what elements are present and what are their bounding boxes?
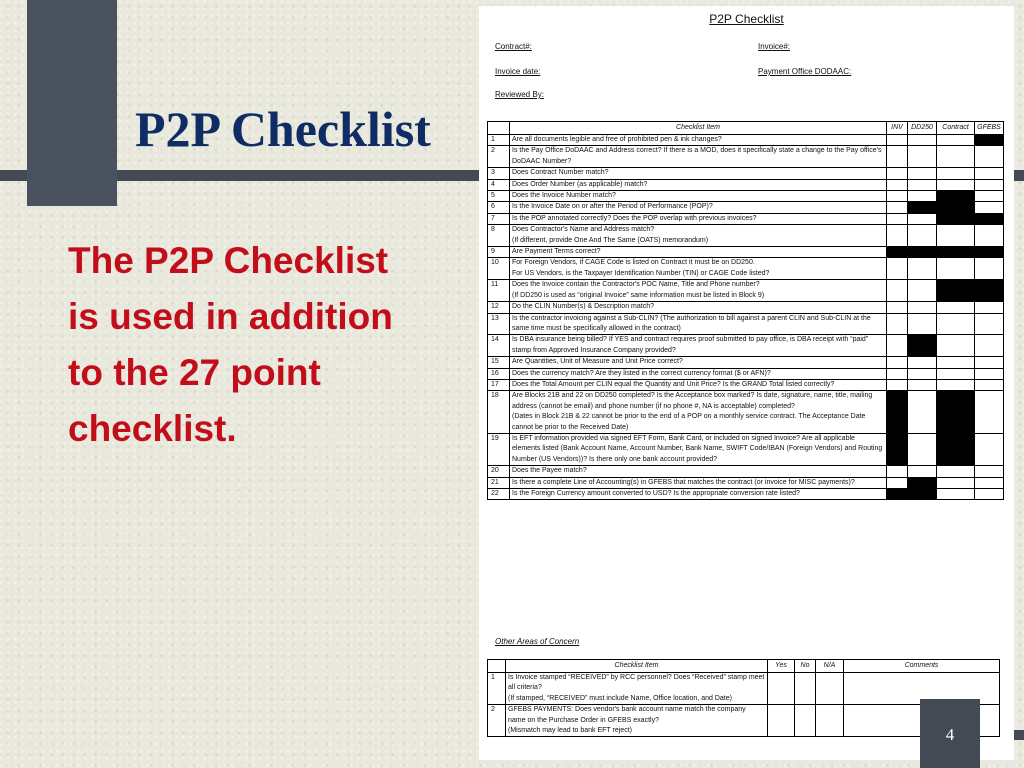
row-number: 19 (488, 433, 510, 465)
row-number: 9 (488, 247, 510, 258)
contract-cell (937, 168, 975, 179)
contract-cell-shaded (937, 202, 975, 213)
row-number: 20 (488, 466, 510, 477)
row-number: 4 (488, 179, 510, 190)
checklist-item-text: Is DBA insurance being billed? If YES and contract requires proof submitted to pay office, is DBA receipt with “paid” stamp from Approved Insurance Company provided? (510, 335, 887, 357)
row-number: 18 (488, 391, 510, 434)
inv-cell-shaded (887, 247, 908, 258)
contract-number-field: Contract#: (495, 42, 532, 51)
concern-header-item: Checklist Item (506, 660, 768, 673)
table-row (488, 477, 1004, 488)
row-number: 17 (488, 379, 510, 390)
concern-header-no: No (795, 660, 816, 673)
row-number: 16 (488, 368, 510, 379)
payment-office-field: Payment Office DODAAC: (758, 67, 852, 76)
inv-cell (887, 280, 908, 302)
gfebs-cell (975, 477, 1004, 488)
main-header-inv: INV (887, 122, 908, 135)
inv-cell-shaded (887, 391, 908, 434)
main-table-header-row (488, 122, 1004, 135)
inv-cell-shaded (887, 489, 908, 500)
contract-cell-shaded (937, 280, 975, 302)
inv-cell (887, 168, 908, 179)
gfebs-cell (975, 202, 1004, 213)
inv-cell (887, 477, 908, 488)
dd250-cell (908, 258, 937, 280)
decorative-vertical-block (27, 0, 117, 206)
dd250-cell (908, 433, 937, 465)
contract-cell (937, 466, 975, 477)
table-row (488, 191, 1004, 202)
dd250-cell (908, 225, 937, 247)
gfebs-cell (975, 466, 1004, 477)
page-number-box (920, 699, 980, 768)
dd250-cell (908, 379, 937, 390)
contract-cell (937, 302, 975, 313)
main-checklist-table (487, 121, 1004, 500)
checklist-item-text: Does Contractor's Name and Address match? (If different, provide One And The Same (OATS) memorandum) (510, 225, 887, 247)
dd250-cell-shaded (908, 247, 937, 258)
dd250-cell (908, 466, 937, 477)
table-row (488, 225, 1004, 247)
inv-cell (887, 225, 908, 247)
dd250-cell (908, 146, 937, 168)
dd250-cell-shaded (908, 202, 937, 213)
table-row (488, 466, 1004, 477)
checklist-item-text: GFEBS PAYMENTS: Does vendor's bank account name match the company name on the Purchase Order in GFEBS exactly? (Mismatch may lead to bank EFT reject) (506, 705, 768, 737)
dd250-cell (908, 191, 937, 202)
inv-cell (887, 302, 908, 313)
dd250-cell (908, 213, 937, 224)
invoice-date-field: Invoice date: (495, 67, 541, 76)
inv-cell (887, 379, 908, 390)
contract-cell-shaded (937, 191, 975, 202)
checklist-item-text: Is the contractor invoicing against a Sub-CLIN? (The authorization to bill against a parent CLIN and Sub-CLIN at the same time must be specifically allowed in the contract) (510, 313, 887, 335)
gfebs-cell (975, 168, 1004, 179)
table-row (488, 179, 1004, 190)
slide-title: P2P Checklist (135, 101, 431, 157)
checklist-item-text: Is the Invoice Date on or after the Period of Performance (POP)? (510, 202, 887, 213)
checklist-item-text: Does the Invoice Number match? (510, 191, 887, 202)
main-header-num (488, 122, 510, 135)
checklist-item-text: Are Payment Terms correct? (510, 247, 887, 258)
checklist-item-text: Does the Invoice contain the Contractor's POC Name, Title and Phone number? (If DD250 is used as “original Invoice” same information must be listed in Block 9) (510, 280, 887, 302)
dd250-cell-shaded (908, 489, 937, 500)
slide-body-text: The P2P Checklist is used in addition to the 27 point checklist. (68, 240, 393, 449)
row-number: 1 (488, 673, 506, 705)
concern-header-yes: Yes (768, 660, 795, 673)
table-row (488, 313, 1004, 335)
row-number: 14 (488, 335, 510, 357)
gfebs-cell (975, 258, 1004, 280)
inv-cell (887, 146, 908, 168)
page-number: 4 (945, 725, 955, 744)
no-cell (795, 673, 816, 705)
row-number: 1 (488, 135, 510, 146)
contract-cell (937, 379, 975, 390)
table-row (488, 213, 1004, 224)
contract-cell (937, 225, 975, 247)
inv-cell (887, 179, 908, 190)
main-header-item: Checklist Item (510, 122, 887, 135)
table-row (488, 391, 1004, 434)
row-number: 7 (488, 213, 510, 224)
contract-cell (937, 146, 975, 168)
no-cell (795, 705, 816, 737)
dd250-cell (908, 280, 937, 302)
invoice-number-field: Invoice#: (758, 42, 791, 51)
dd250-cell (908, 179, 937, 190)
inv-cell (887, 213, 908, 224)
row-number: 10 (488, 258, 510, 280)
gfebs-cell (975, 357, 1004, 368)
contract-cell (937, 477, 975, 488)
yes-cell (768, 705, 795, 737)
main-header-dd250: DD250 (908, 122, 937, 135)
gfebs-cell (975, 433, 1004, 465)
dd250-cell (908, 302, 937, 313)
gfebs-cell-shaded (975, 280, 1004, 302)
checklist-item-text: Is there a complete Line of Accounting(s) in GFEBS that matches the contract (or invoice for MISC payments)? (510, 477, 887, 488)
table-row (488, 202, 1004, 213)
checklist-item-text: Does the Payee match? (510, 466, 887, 477)
row-number: 6 (488, 202, 510, 213)
inv-cell (887, 368, 908, 379)
checklist-item-text: Is the Foreign Currency amount converted to USD? Is the appropriate conversion rate listed? (510, 489, 887, 500)
inv-cell (887, 466, 908, 477)
reviewed-by-field: Reviewed By: (495, 90, 544, 99)
inv-cell (887, 335, 908, 357)
row-number: 11 (488, 280, 510, 302)
contract-cell (937, 179, 975, 190)
dd250-cell (908, 357, 937, 368)
checklist-item-text: Does the Total Amount per CLIN equal the Quantity and Unit Price? Is the GRAND Total listed correctly? (510, 379, 887, 390)
table-row (488, 247, 1004, 258)
gfebs-cell-shaded (975, 247, 1004, 258)
na-cell (816, 705, 844, 737)
checklist-item-text: Are Quantities, Unit of Measure and Unit Price correct? (510, 357, 887, 368)
table-row (488, 379, 1004, 390)
dd250-cell-shaded (908, 335, 937, 357)
checklist-item-text: Is Invoice stamped “RECEIVED” by RCC personnel? Does “Received” stamp meet all criteria? (If stamped, “RECEIVED” must include Name, Office location, and Date) (506, 673, 768, 705)
contract-cell (937, 135, 975, 146)
dd250-cell (908, 368, 937, 379)
row-number: 2 (488, 146, 510, 168)
gfebs-cell (975, 391, 1004, 434)
table-row (488, 368, 1004, 379)
gfebs-cell (975, 302, 1004, 313)
row-number: 21 (488, 477, 510, 488)
checklist-item-text: Does Contract Number match? (510, 168, 887, 179)
table-row (488, 146, 1004, 168)
table-row (488, 433, 1004, 465)
checklist-item-text: For Foreign Vendors, if CAGE Code is listed on Contract it must be on DD250. For US Vendors, is the Taxpayer Identification Number (TIN) or CAGE Code listed? (510, 258, 887, 280)
table-row (488, 335, 1004, 357)
checklist-item-text: Are all documents legible and free of prohibited pen & ink changes? (510, 135, 887, 146)
inv-cell (887, 202, 908, 213)
concern-header-na: N/A (816, 660, 844, 673)
gfebs-cell (975, 191, 1004, 202)
gfebs-cell-shaded (975, 213, 1004, 224)
inv-cell (887, 313, 908, 335)
gfebs-cell (975, 225, 1004, 247)
concern-table-header-row (488, 660, 1000, 673)
inv-cell (887, 357, 908, 368)
gfebs-cell (975, 146, 1004, 168)
inv-cell (887, 258, 908, 280)
row-number: 8 (488, 225, 510, 247)
contract-cell (937, 357, 975, 368)
inv-cell-shaded (887, 433, 908, 465)
row-number: 15 (488, 357, 510, 368)
table-row (488, 302, 1004, 313)
table-row (488, 168, 1004, 179)
contract-cell (937, 368, 975, 379)
gfebs-cell (975, 313, 1004, 335)
row-number: 22 (488, 489, 510, 500)
checklist-item-text: Are Blocks 21B and 22 on DD250 completed? Is the Acceptance box marked? Is date, signature, name, title, mailing address (cannot be email) and phone number (if no phone #, NA is acceptable) completed? (Dates in Block 21B & 22 cannot be prior to the end of a POP on a monthly service contract. The Acceptance Date cannot be prior to the Received Date) (510, 391, 887, 434)
contract-cell-shaded (937, 433, 975, 465)
contract-cell (937, 258, 975, 280)
row-number: 5 (488, 191, 510, 202)
yes-cell (768, 673, 795, 705)
dd250-cell (908, 391, 937, 434)
inv-cell (887, 135, 908, 146)
table-row (488, 135, 1004, 146)
main-header-gfebs: GFEBS (975, 122, 1004, 135)
checklist-item-text: Is the Pay Office DoDAAC and Address correct? If there is a MOD, does it specifically state a change to the Pay office's DoDAAC Number? (510, 146, 887, 168)
document-title: P2P Checklist (709, 12, 784, 26)
inv-cell (887, 191, 908, 202)
dd250-cell (908, 135, 937, 146)
main-header-contract: Contract (937, 122, 975, 135)
concern-header-comments: Comments (844, 660, 1000, 673)
gfebs-cell (975, 335, 1004, 357)
table-row (488, 280, 1004, 302)
table-row (488, 258, 1004, 280)
gfebs-cell (975, 379, 1004, 390)
gfebs-cell (975, 179, 1004, 190)
contract-cell (937, 313, 975, 335)
row-number: 3 (488, 168, 510, 179)
checklist-item-text: Is EFT information provided via signed EFT Form, Bank Card, or included on signed Invoice? Are all applicable elements listed (Bank Account Name, Account Number, Bank Name, SWIFT Code/IBAN (Foreign Vendors) and Routing Number (US Vendors))? Is there only one bank account provided? (510, 433, 887, 465)
concern-header-num (488, 660, 506, 673)
table-row (488, 489, 1004, 500)
contract-cell-shaded (937, 247, 975, 258)
checklist-item-text: Is the POP annotated correctly? Does the POP overlap with previous invoices? (510, 213, 887, 224)
other-concerns-title: Other Areas of Concern (495, 637, 580, 646)
table-row (488, 357, 1004, 368)
row-number: 12 (488, 302, 510, 313)
checklist-item-text: Does Order Number (as applicable) match? (510, 179, 887, 190)
checklist-item-text: Do the CLIN Number(s) & Description match? (510, 302, 887, 313)
checklist-item-text: Does the currency match? Are they listed in the correct currency format ($ or AFN)? (510, 368, 887, 379)
row-number: 2 (488, 705, 506, 737)
contract-cell (937, 335, 975, 357)
contract-cell-shaded (937, 391, 975, 434)
row-number: 13 (488, 313, 510, 335)
dd250-cell-shaded (908, 477, 937, 488)
checklist-document-image (479, 6, 1014, 760)
gfebs-cell (975, 368, 1004, 379)
contract-cell-shaded (937, 213, 975, 224)
na-cell (816, 673, 844, 705)
dd250-cell (908, 313, 937, 335)
contract-cell (937, 489, 975, 500)
gfebs-cell (975, 489, 1004, 500)
gfebs-cell-shaded (975, 135, 1004, 146)
dd250-cell (908, 168, 937, 179)
